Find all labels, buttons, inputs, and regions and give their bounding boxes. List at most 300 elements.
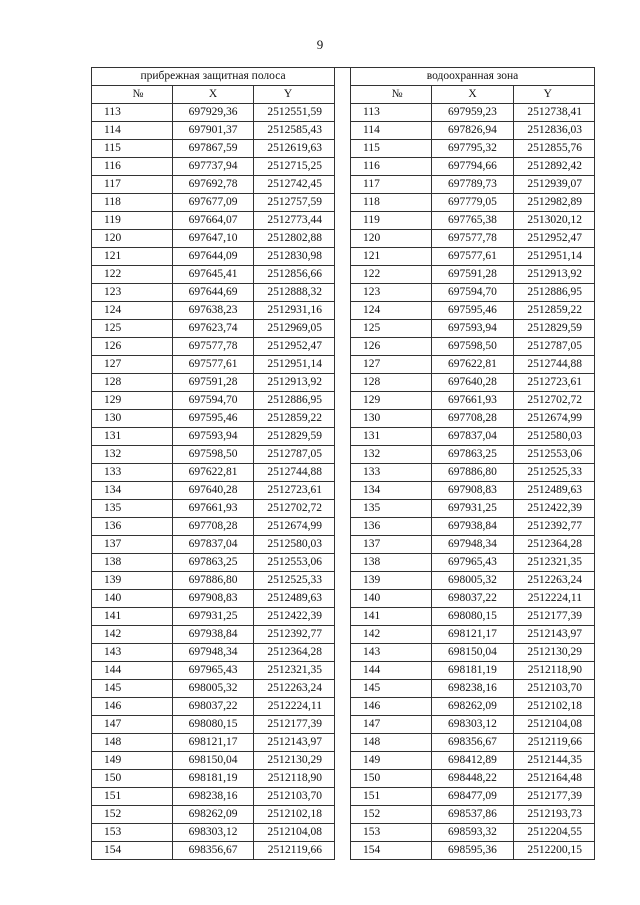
- y-coordinate-cell: 2512224,11: [513, 590, 594, 608]
- table-row: [351, 734, 595, 752]
- x-coordinate-cell: 697948,34: [173, 644, 254, 662]
- table-row: [351, 662, 595, 680]
- table-row: [92, 392, 335, 410]
- y-coordinate-cell: 2512888,32: [254, 284, 335, 302]
- table-row: [92, 554, 335, 572]
- table-row: [92, 644, 335, 662]
- x-coordinate-cell: 697708,28: [173, 518, 254, 536]
- point-number-cell: 140: [351, 590, 432, 608]
- table-row: [92, 500, 335, 518]
- y-coordinate-cell: 2512102,18: [513, 698, 594, 716]
- x-coordinate-cell: 697647,10: [173, 230, 254, 248]
- x-coordinate-cell: 697595,46: [432, 302, 513, 320]
- y-coordinate-cell: 2512674,99: [254, 518, 335, 536]
- point-number-cell: 149: [351, 752, 432, 770]
- x-coordinate-cell: 698037,22: [432, 590, 513, 608]
- x-coordinate-cell: 698303,12: [432, 716, 513, 734]
- x-coordinate-cell: 697661,93: [173, 500, 254, 518]
- point-number-cell: 152: [351, 806, 432, 824]
- table-row: [92, 482, 335, 500]
- y-coordinate-cell: 2512982,89: [513, 194, 594, 212]
- column-header-number: №: [92, 86, 173, 104]
- x-coordinate-cell: 697965,43: [173, 662, 254, 680]
- table-row: [351, 320, 595, 338]
- table-row: [92, 572, 335, 590]
- table-row: [351, 482, 595, 500]
- table-row: [92, 140, 335, 158]
- point-number-cell: 114: [351, 122, 432, 140]
- x-coordinate-cell: 697645,41: [173, 266, 254, 284]
- table-row: [92, 266, 335, 284]
- table-title: водоохранная зона: [351, 68, 595, 86]
- point-number-cell: 135: [92, 500, 173, 518]
- table-row: [351, 176, 595, 194]
- y-coordinate-cell: 2512263,24: [513, 572, 594, 590]
- x-coordinate-cell: 697644,69: [173, 284, 254, 302]
- table-row: [92, 770, 335, 788]
- point-number-cell: 133: [351, 464, 432, 482]
- point-number-cell: 127: [92, 356, 173, 374]
- y-coordinate-cell: 2512102,18: [254, 806, 335, 824]
- point-number-cell: 118: [351, 194, 432, 212]
- x-coordinate-cell: 697867,59: [173, 140, 254, 158]
- point-number-cell: 128: [92, 374, 173, 392]
- point-number-cell: 118: [92, 194, 173, 212]
- y-coordinate-cell: 2512489,63: [513, 482, 594, 500]
- x-coordinate-cell: 698181,19: [173, 770, 254, 788]
- point-number-cell: 137: [92, 536, 173, 554]
- x-coordinate-cell: 697737,94: [173, 158, 254, 176]
- x-coordinate-cell: 698238,16: [173, 788, 254, 806]
- point-number-cell: 129: [92, 392, 173, 410]
- y-coordinate-cell: 2512130,29: [513, 644, 594, 662]
- x-coordinate-cell: 697901,37: [173, 122, 254, 140]
- page-number: 9: [316, 37, 324, 52]
- point-number-cell: 137: [351, 536, 432, 554]
- y-coordinate-cell: 2512104,08: [513, 716, 594, 734]
- x-coordinate-cell: 697622,81: [432, 356, 513, 374]
- x-coordinate-cell: 698005,32: [173, 680, 254, 698]
- point-number-cell: 130: [92, 410, 173, 428]
- table-row: [351, 338, 595, 356]
- table-row: [351, 770, 595, 788]
- point-number-cell: 113: [92, 104, 173, 122]
- x-coordinate-cell: 697591,28: [432, 266, 513, 284]
- table-row: [92, 428, 335, 446]
- table-row: [351, 428, 595, 446]
- point-number-cell: 124: [351, 302, 432, 320]
- y-coordinate-cell: 2512951,14: [513, 248, 594, 266]
- table-row: [92, 356, 335, 374]
- y-coordinate-cell: 2512886,95: [513, 284, 594, 302]
- point-number-cell: 152: [92, 806, 173, 824]
- table-row: [92, 284, 335, 302]
- point-number-cell: 136: [92, 518, 173, 536]
- table-row: [351, 644, 595, 662]
- table-row: [351, 446, 595, 464]
- table-row: [351, 608, 595, 626]
- point-number-cell: 115: [351, 140, 432, 158]
- x-coordinate-cell: 698412,89: [432, 752, 513, 770]
- table-row: [92, 518, 335, 536]
- y-coordinate-cell: 2512164,48: [513, 770, 594, 788]
- x-coordinate-cell: 697863,25: [432, 446, 513, 464]
- point-number-cell: 123: [351, 284, 432, 302]
- table-row: [92, 302, 335, 320]
- table-row: [351, 518, 595, 536]
- point-number-cell: 120: [92, 230, 173, 248]
- point-number-cell: 123: [92, 284, 173, 302]
- table-row: [351, 590, 595, 608]
- y-coordinate-cell: 2512787,05: [254, 446, 335, 464]
- y-coordinate-cell: 2512836,03: [513, 122, 594, 140]
- point-number-cell: 147: [92, 716, 173, 734]
- x-coordinate-cell: 698037,22: [173, 698, 254, 716]
- table-row: [351, 212, 595, 230]
- y-coordinate-cell: 2512757,59: [254, 194, 335, 212]
- x-coordinate-cell: 697965,43: [432, 554, 513, 572]
- point-number-cell: 140: [92, 590, 173, 608]
- x-coordinate-cell: 698080,15: [173, 716, 254, 734]
- x-coordinate-cell: 697794,66: [432, 158, 513, 176]
- point-number-cell: 126: [351, 338, 432, 356]
- y-coordinate-cell: 2512144,35: [513, 752, 594, 770]
- y-coordinate-cell: 2512143,97: [254, 734, 335, 752]
- x-coordinate-cell: 697638,23: [173, 302, 254, 320]
- table-row: [92, 158, 335, 176]
- table-row: [92, 446, 335, 464]
- x-coordinate-cell: 697593,94: [173, 428, 254, 446]
- y-coordinate-cell: 2512702,72: [254, 500, 335, 518]
- point-number-cell: 119: [351, 212, 432, 230]
- point-number-cell: 148: [92, 734, 173, 752]
- table-row: [351, 140, 595, 158]
- x-coordinate-cell: 698262,09: [173, 806, 254, 824]
- table-body: [351, 104, 595, 860]
- point-number-cell: 131: [92, 428, 173, 446]
- table-row: [351, 410, 595, 428]
- table-row: [92, 320, 335, 338]
- x-coordinate-cell: 697594,70: [173, 392, 254, 410]
- y-coordinate-cell: 2512859,22: [254, 410, 335, 428]
- table-row: [351, 806, 595, 824]
- x-coordinate-cell: 697677,09: [173, 194, 254, 212]
- point-number-cell: 134: [351, 482, 432, 500]
- table-row: [92, 608, 335, 626]
- table-row: [92, 374, 335, 392]
- x-coordinate-cell: 697826,94: [432, 122, 513, 140]
- point-number-cell: 143: [351, 644, 432, 662]
- table-row: [351, 842, 595, 860]
- y-coordinate-cell: 2512715,25: [254, 158, 335, 176]
- column-header-y: Y: [513, 86, 594, 104]
- y-coordinate-cell: 2512952,47: [513, 230, 594, 248]
- y-coordinate-cell: 2512103,70: [513, 680, 594, 698]
- table-body: [92, 104, 335, 860]
- y-coordinate-cell: 2512952,47: [254, 338, 335, 356]
- point-number-cell: 138: [351, 554, 432, 572]
- y-coordinate-cell: 2512118,90: [513, 662, 594, 680]
- point-number-cell: 133: [92, 464, 173, 482]
- point-number-cell: 122: [351, 266, 432, 284]
- table-row: [351, 716, 595, 734]
- table-title: прибрежная защитная полоса: [92, 68, 335, 86]
- x-coordinate-cell: 698356,67: [173, 842, 254, 860]
- y-coordinate-cell: 2512855,76: [513, 140, 594, 158]
- table-row: [351, 374, 595, 392]
- y-coordinate-cell: 2512580,03: [254, 536, 335, 554]
- column-header-x: X: [173, 86, 254, 104]
- table-row: [92, 410, 335, 428]
- point-number-cell: 121: [351, 248, 432, 266]
- column-header-x: X: [432, 86, 513, 104]
- table-header-row: [351, 86, 595, 104]
- x-coordinate-cell: 697644,09: [173, 248, 254, 266]
- point-number-cell: 142: [92, 626, 173, 644]
- y-coordinate-cell: 2512525,33: [254, 572, 335, 590]
- x-coordinate-cell: 698121,17: [432, 626, 513, 644]
- table-row: [92, 626, 335, 644]
- table-row: [351, 248, 595, 266]
- y-coordinate-cell: 2512553,06: [254, 554, 335, 572]
- y-coordinate-cell: 2512773,44: [254, 212, 335, 230]
- point-number-cell: 144: [351, 662, 432, 680]
- point-number-cell: 125: [92, 320, 173, 338]
- table-row: [92, 662, 335, 680]
- y-coordinate-cell: 2512723,61: [513, 374, 594, 392]
- point-number-cell: 127: [351, 356, 432, 374]
- table-row: [92, 104, 335, 122]
- y-coordinate-cell: 2512118,90: [254, 770, 335, 788]
- y-coordinate-cell: 2512580,03: [513, 428, 594, 446]
- y-coordinate-cell: 2512744,88: [513, 356, 594, 374]
- x-coordinate-cell: 697640,28: [173, 482, 254, 500]
- y-coordinate-cell: 2512364,28: [513, 536, 594, 554]
- table-row: [92, 536, 335, 554]
- table-row: [351, 392, 595, 410]
- point-number-cell: 139: [351, 572, 432, 590]
- point-number-cell: 117: [351, 176, 432, 194]
- x-coordinate-cell: 697661,93: [432, 392, 513, 410]
- x-coordinate-cell: 697931,25: [173, 608, 254, 626]
- water-protection-zone-table: [350, 67, 595, 860]
- y-coordinate-cell: 2512422,39: [513, 500, 594, 518]
- x-coordinate-cell: 697591,28: [173, 374, 254, 392]
- table-row: [351, 626, 595, 644]
- column-header-number: №: [351, 86, 432, 104]
- point-number-cell: 114: [92, 122, 173, 140]
- table-row: [92, 248, 335, 266]
- y-coordinate-cell: 2512200,15: [513, 842, 594, 860]
- point-number-cell: 128: [351, 374, 432, 392]
- y-coordinate-cell: 2512702,72: [513, 392, 594, 410]
- x-coordinate-cell: 697938,84: [432, 518, 513, 536]
- table-row: [92, 122, 335, 140]
- x-coordinate-cell: 698448,22: [432, 770, 513, 788]
- x-coordinate-cell: 698005,32: [432, 572, 513, 590]
- table-row: [351, 500, 595, 518]
- y-coordinate-cell: 2512551,59: [254, 104, 335, 122]
- point-number-cell: 129: [351, 392, 432, 410]
- y-coordinate-cell: 2512525,33: [513, 464, 594, 482]
- table-row: [351, 104, 595, 122]
- point-number-cell: 116: [92, 158, 173, 176]
- y-coordinate-cell: 2512742,45: [254, 176, 335, 194]
- x-coordinate-cell: 698080,15: [432, 608, 513, 626]
- point-number-cell: 116: [351, 158, 432, 176]
- x-coordinate-cell: 698593,32: [432, 824, 513, 842]
- y-coordinate-cell: 2512744,88: [254, 464, 335, 482]
- y-coordinate-cell: 2512856,66: [254, 266, 335, 284]
- point-number-cell: 153: [92, 824, 173, 842]
- table-row: [351, 554, 595, 572]
- point-number-cell: 146: [92, 698, 173, 716]
- point-number-cell: 149: [92, 752, 173, 770]
- coastal-protective-strip-table: [91, 67, 335, 860]
- point-number-cell: 121: [92, 248, 173, 266]
- table-row: [92, 698, 335, 716]
- x-coordinate-cell: 697622,81: [173, 464, 254, 482]
- point-number-cell: 122: [92, 266, 173, 284]
- y-coordinate-cell: 2512489,63: [254, 590, 335, 608]
- x-coordinate-cell: 697938,84: [173, 626, 254, 644]
- y-coordinate-cell: 2512422,39: [254, 608, 335, 626]
- x-coordinate-cell: 697908,83: [432, 482, 513, 500]
- table-row: [351, 302, 595, 320]
- x-coordinate-cell: 697959,23: [432, 104, 513, 122]
- x-coordinate-cell: 697594,70: [432, 284, 513, 302]
- table-row: [351, 284, 595, 302]
- y-coordinate-cell: 2512830,98: [254, 248, 335, 266]
- coordinates-tables: [91, 67, 595, 856]
- point-number-cell: 141: [92, 608, 173, 626]
- y-coordinate-cell: 2512177,39: [513, 608, 594, 626]
- point-number-cell: 132: [92, 446, 173, 464]
- point-number-cell: 145: [92, 680, 173, 698]
- x-coordinate-cell: 698262,09: [432, 698, 513, 716]
- table-row: [351, 824, 595, 842]
- x-coordinate-cell: 697577,78: [173, 338, 254, 356]
- point-number-cell: 134: [92, 482, 173, 500]
- x-coordinate-cell: 697948,34: [432, 536, 513, 554]
- x-coordinate-cell: 697837,04: [432, 428, 513, 446]
- table-row: [351, 680, 595, 698]
- table-row: [92, 176, 335, 194]
- y-coordinate-cell: 2512829,59: [254, 428, 335, 446]
- point-number-cell: 142: [351, 626, 432, 644]
- point-number-cell: 136: [351, 518, 432, 536]
- point-number-cell: 124: [92, 302, 173, 320]
- y-coordinate-cell: 2512859,22: [513, 302, 594, 320]
- table-row: [351, 122, 595, 140]
- y-coordinate-cell: 2512193,73: [513, 806, 594, 824]
- table-row: [92, 338, 335, 356]
- table-row: [92, 734, 335, 752]
- point-number-cell: 119: [92, 212, 173, 230]
- y-coordinate-cell: 2512263,24: [254, 680, 335, 698]
- x-coordinate-cell: 697908,83: [173, 590, 254, 608]
- x-coordinate-cell: 698356,67: [432, 734, 513, 752]
- x-coordinate-cell: 697595,46: [173, 410, 254, 428]
- table-row: [351, 788, 595, 806]
- point-number-cell: 132: [351, 446, 432, 464]
- y-coordinate-cell: 2512674,99: [513, 410, 594, 428]
- point-number-cell: 115: [92, 140, 173, 158]
- table-separator: [335, 67, 350, 841]
- x-coordinate-cell: 697789,73: [432, 176, 513, 194]
- y-coordinate-cell: 2512224,11: [254, 698, 335, 716]
- y-coordinate-cell: 2512130,29: [254, 752, 335, 770]
- x-coordinate-cell: 698595,36: [432, 842, 513, 860]
- table-row: [351, 194, 595, 212]
- y-coordinate-cell: 2512103,70: [254, 788, 335, 806]
- table-row: [92, 590, 335, 608]
- x-coordinate-cell: 698150,04: [432, 644, 513, 662]
- y-coordinate-cell: 2512802,88: [254, 230, 335, 248]
- y-coordinate-cell: 2512364,28: [254, 644, 335, 662]
- table-row: [351, 464, 595, 482]
- table-header-row: [92, 86, 335, 104]
- column-header-y: Y: [254, 86, 335, 104]
- y-coordinate-cell: 2512321,35: [254, 662, 335, 680]
- x-coordinate-cell: 697577,78: [432, 230, 513, 248]
- table-row: [92, 230, 335, 248]
- point-number-cell: 145: [351, 680, 432, 698]
- y-coordinate-cell: 2512931,16: [254, 302, 335, 320]
- table-row: [351, 266, 595, 284]
- point-number-cell: 141: [351, 608, 432, 626]
- x-coordinate-cell: 697577,61: [432, 248, 513, 266]
- x-coordinate-cell: 697837,04: [173, 536, 254, 554]
- y-coordinate-cell: 2512104,08: [254, 824, 335, 842]
- x-coordinate-cell: 697863,25: [173, 554, 254, 572]
- point-number-cell: 154: [92, 842, 173, 860]
- x-coordinate-cell: 697886,80: [173, 572, 254, 590]
- y-coordinate-cell: 2512969,05: [254, 320, 335, 338]
- y-coordinate-cell: 2512143,97: [513, 626, 594, 644]
- x-coordinate-cell: 697929,36: [173, 104, 254, 122]
- table-row: [92, 806, 335, 824]
- x-coordinate-cell: 697931,25: [432, 500, 513, 518]
- point-number-cell: 154: [351, 842, 432, 860]
- point-number-cell: 150: [351, 770, 432, 788]
- x-coordinate-cell: 698303,12: [173, 824, 254, 842]
- table-row: [92, 824, 335, 842]
- y-coordinate-cell: 2512738,41: [513, 104, 594, 122]
- point-number-cell: 147: [351, 716, 432, 734]
- x-coordinate-cell: 697623,74: [173, 320, 254, 338]
- y-coordinate-cell: 2512951,14: [254, 356, 335, 374]
- table-row: [92, 212, 335, 230]
- x-coordinate-cell: 698537,86: [432, 806, 513, 824]
- point-number-cell: 126: [92, 338, 173, 356]
- y-coordinate-cell: 2512204,55: [513, 824, 594, 842]
- point-number-cell: 113: [351, 104, 432, 122]
- table-row: [351, 536, 595, 554]
- x-coordinate-cell: 698150,04: [173, 752, 254, 770]
- y-coordinate-cell: 2512787,05: [513, 338, 594, 356]
- point-number-cell: 139: [92, 572, 173, 590]
- table-row: [351, 158, 595, 176]
- point-number-cell: 153: [351, 824, 432, 842]
- y-coordinate-cell: 2512913,92: [254, 374, 335, 392]
- point-number-cell: 148: [351, 734, 432, 752]
- point-number-cell: 146: [351, 698, 432, 716]
- y-coordinate-cell: 2512886,95: [254, 392, 335, 410]
- table-row: [351, 356, 595, 374]
- x-coordinate-cell: 697795,32: [432, 140, 513, 158]
- x-coordinate-cell: 697708,28: [432, 410, 513, 428]
